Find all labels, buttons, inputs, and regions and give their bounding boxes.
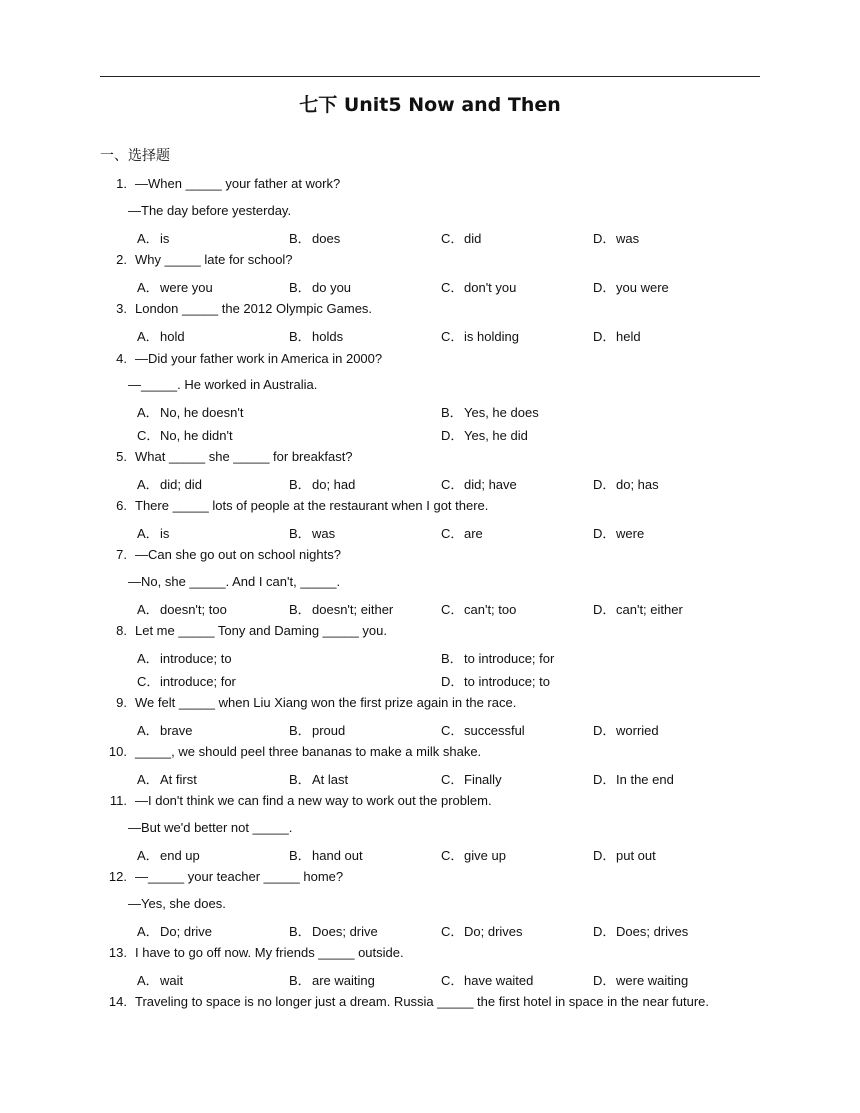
- answer-option: [289, 769, 348, 788]
- option-label: A．: [137, 526, 159, 541]
- option-label: D．: [593, 723, 616, 738]
- option-label: A．: [137, 405, 159, 420]
- option-label: B．: [289, 848, 311, 863]
- option-label: B．: [289, 924, 311, 939]
- answer-option: [137, 845, 200, 864]
- question-text: —I don't think we can find a new way to work out the problem.: [135, 793, 492, 808]
- question-text: —_____ your teacher _____ home?: [135, 869, 344, 884]
- question-number: 6.: [116, 498, 127, 513]
- question-response-line: —_____. He worked in Australia.: [128, 377, 318, 392]
- option-text: In the end: [616, 772, 674, 787]
- option-label: B．: [289, 602, 311, 617]
- option-label: A．: [137, 772, 159, 787]
- answer-option: [289, 599, 393, 618]
- option-text: did: [464, 231, 482, 246]
- option-label: C．: [441, 723, 464, 738]
- option-label: D．: [441, 674, 464, 689]
- option-label: A．: [137, 651, 159, 666]
- answer-option: [593, 277, 669, 296]
- option-text: brave: [160, 723, 193, 738]
- question-text: What _____ she _____ for breakfast?: [135, 449, 353, 464]
- answer-option: [441, 921, 523, 940]
- option-label: D．: [593, 848, 616, 863]
- answer-option: [289, 277, 351, 296]
- option-text: Do; drive: [160, 924, 213, 939]
- option-label: C．: [137, 674, 160, 689]
- option-text: No, he doesn't: [160, 405, 244, 420]
- answer-option: [593, 769, 674, 788]
- option-label: C．: [441, 924, 464, 939]
- option-label: A．: [137, 924, 159, 939]
- answer-option: [289, 523, 335, 542]
- option-text: can't; too: [464, 602, 517, 617]
- option-text: doesn't; either: [312, 602, 394, 617]
- option-text: were you: [160, 280, 213, 295]
- option-label: C．: [441, 477, 464, 492]
- option-text: hand out: [312, 848, 363, 863]
- option-text: Yes, he did: [464, 428, 528, 443]
- answer-option: [441, 671, 550, 690]
- option-text: was: [312, 526, 336, 541]
- answer-option: [441, 402, 539, 421]
- option-text: did; did: [160, 477, 202, 492]
- option-label: A．: [137, 602, 159, 617]
- option-text: do; has: [616, 477, 659, 492]
- option-label: C．: [441, 772, 464, 787]
- question-number: 14.: [108, 994, 127, 1009]
- answer-option: [289, 474, 355, 493]
- option-text: were: [616, 526, 645, 541]
- option-label: A．: [137, 280, 159, 295]
- option-label: D．: [593, 973, 616, 988]
- answer-option: [441, 523, 483, 542]
- answer-option: [137, 277, 213, 296]
- option-text: are waiting: [312, 973, 375, 988]
- answer-option: [137, 648, 232, 667]
- answer-option: [441, 277, 516, 296]
- answer-option: [441, 425, 528, 444]
- question-response-line: —Yes, she does.: [128, 896, 226, 911]
- option-label: B．: [289, 973, 311, 988]
- option-label: D．: [593, 526, 616, 541]
- option-label: C．: [441, 231, 464, 246]
- answer-option: [441, 720, 525, 739]
- answer-option: [289, 921, 378, 940]
- option-text: give up: [464, 848, 506, 863]
- answer-option: [137, 326, 185, 345]
- option-label: D．: [593, 477, 616, 492]
- option-text: don't you: [464, 280, 517, 295]
- answer-option: [441, 599, 516, 618]
- option-text: hold: [160, 329, 185, 344]
- option-text: do; had: [312, 477, 356, 492]
- option-text: At first: [160, 772, 197, 787]
- option-text: were waiting: [616, 973, 689, 988]
- option-label: A．: [137, 973, 159, 988]
- question-text: —Did your father work in America in 2000?: [135, 351, 383, 366]
- option-text: proud: [312, 723, 346, 738]
- option-text: Do; drives: [464, 924, 523, 939]
- page-title: 七下 Unit5 Now and Then: [299, 94, 561, 116]
- answer-option: [137, 474, 202, 493]
- question-response-line: —The day before yesterday.: [128, 203, 292, 218]
- option-text: is holding: [464, 329, 519, 344]
- answer-option: [593, 326, 641, 345]
- option-label: C．: [441, 329, 464, 344]
- answer-option: [289, 326, 343, 345]
- option-label: D．: [593, 602, 616, 617]
- answer-option: [441, 228, 481, 247]
- option-text: you were: [616, 280, 669, 295]
- option-label: B．: [289, 772, 311, 787]
- option-text: end up: [160, 848, 200, 863]
- option-text: held: [616, 329, 641, 344]
- option-text: is: [160, 231, 170, 246]
- option-text: worried: [616, 723, 659, 738]
- answer-option: [593, 921, 688, 940]
- option-label: A．: [137, 723, 159, 738]
- option-label: A．: [137, 848, 159, 863]
- question-text: Why _____ late for school?: [135, 252, 293, 267]
- answer-option: [593, 599, 683, 618]
- question-response-line: —But we'd better not _____.: [128, 820, 293, 835]
- option-label: D．: [593, 280, 616, 295]
- question-number: 4.: [116, 351, 127, 366]
- option-text: Does; drive: [312, 924, 378, 939]
- option-text: Yes, he does: [464, 405, 539, 420]
- option-text: do you: [312, 280, 352, 295]
- question-text: There _____ lots of people at the restaurant when I got there.: [135, 498, 489, 513]
- header-rule: [100, 76, 760, 77]
- question-number: 2.: [116, 252, 127, 267]
- option-label: B．: [289, 477, 311, 492]
- option-text: have waited: [464, 973, 534, 988]
- option-text: introduce; to: [160, 651, 232, 666]
- answer-option: [593, 720, 659, 739]
- option-label: C．: [441, 526, 464, 541]
- answer-option: [289, 970, 375, 989]
- answer-option: [137, 769, 197, 788]
- question-number: 8.: [116, 623, 127, 638]
- option-text: can't; either: [616, 602, 683, 617]
- option-text: Does; drives: [616, 924, 689, 939]
- question-number: 1.: [116, 176, 127, 191]
- answer-option: [137, 425, 233, 444]
- answer-option: [593, 970, 688, 989]
- option-label: B．: [289, 280, 311, 295]
- answer-option: [593, 523, 644, 542]
- answer-option: [593, 228, 639, 247]
- option-text: At last: [312, 772, 349, 787]
- answer-option: [137, 671, 236, 690]
- answer-option: [289, 845, 363, 864]
- question-number: 9.: [116, 695, 127, 710]
- question-text: —When _____ your father at work?: [135, 176, 341, 191]
- option-label: A．: [137, 231, 159, 246]
- answer-option: [441, 648, 554, 667]
- answer-option: [137, 228, 169, 247]
- option-text: doesn't; too: [160, 602, 227, 617]
- option-text: did; have: [464, 477, 517, 492]
- question-number: 5.: [116, 449, 127, 464]
- answer-option: [441, 769, 502, 788]
- option-text: put out: [616, 848, 656, 863]
- option-label: B．: [441, 405, 463, 420]
- option-text: is: [160, 526, 170, 541]
- option-text: wait: [160, 973, 184, 988]
- question-text: I have to go off now. My friends _____ outside.: [135, 945, 404, 960]
- answer-option: [137, 599, 227, 618]
- option-label: B．: [289, 526, 311, 541]
- answer-option: [441, 970, 533, 989]
- question-text: Let me _____ Tony and Daming _____ you.: [135, 623, 387, 638]
- option-label: D．: [593, 231, 616, 246]
- option-text: introduce; for: [160, 674, 236, 689]
- option-label: B．: [289, 723, 311, 738]
- option-text: to introduce; for: [464, 651, 555, 666]
- answer-option: [441, 474, 517, 493]
- question-number: 11.: [109, 793, 127, 808]
- option-text: holds: [312, 329, 344, 344]
- answer-option: [137, 970, 183, 989]
- option-text: No, he didn't: [160, 428, 233, 443]
- option-text: does: [312, 231, 341, 246]
- option-label: B．: [289, 329, 311, 344]
- answer-option: [593, 474, 659, 493]
- option-label: B．: [441, 651, 463, 666]
- question-text: We felt _____ when Liu Xiang won the first prize again in the race.: [135, 695, 517, 710]
- option-text: are: [464, 526, 483, 541]
- option-label: C．: [137, 428, 160, 443]
- question-text: —Can she go out on school nights?: [135, 547, 341, 562]
- answer-option: [441, 326, 519, 345]
- option-label: A．: [137, 329, 159, 344]
- option-label: B．: [289, 231, 311, 246]
- question-number: 12.: [108, 869, 127, 884]
- option-label: C．: [441, 280, 464, 295]
- question-text: Traveling to space is no longer just a dream. Russia _____ the first hotel in space in the near future.: [135, 994, 710, 1009]
- option-label: C．: [441, 973, 464, 988]
- answer-option: [289, 228, 340, 247]
- question-number: 3.: [116, 301, 127, 316]
- question-number: 7.: [116, 547, 127, 562]
- question-number: 10.: [108, 744, 127, 759]
- option-label: A．: [137, 477, 159, 492]
- answer-option: [137, 402, 243, 421]
- option-label: D．: [593, 772, 616, 787]
- question-text: _____, we should peel three bananas to make a milk shake.: [135, 744, 482, 759]
- answer-option: [593, 845, 656, 864]
- option-label: D．: [593, 924, 616, 939]
- option-label: C．: [441, 848, 464, 863]
- option-label: C．: [441, 602, 464, 617]
- answer-option: [137, 921, 212, 940]
- option-text: Finally: [464, 772, 502, 787]
- answer-option: [441, 845, 506, 864]
- question-text: London _____ the 2012 Olympic Games.: [135, 301, 373, 316]
- question-number: 13.: [108, 945, 127, 960]
- option-text: successful: [464, 723, 525, 738]
- option-label: D．: [441, 428, 464, 443]
- option-label: D．: [593, 329, 616, 344]
- answer-option: [289, 720, 345, 739]
- answer-option: [137, 720, 193, 739]
- question-response-line: —No, she _____. And I can't, _____.: [128, 574, 341, 589]
- answer-option: [137, 523, 169, 542]
- section-heading: 一、选择题: [100, 148, 170, 164]
- option-text: to introduce; to: [464, 674, 550, 689]
- option-text: was: [616, 231, 640, 246]
